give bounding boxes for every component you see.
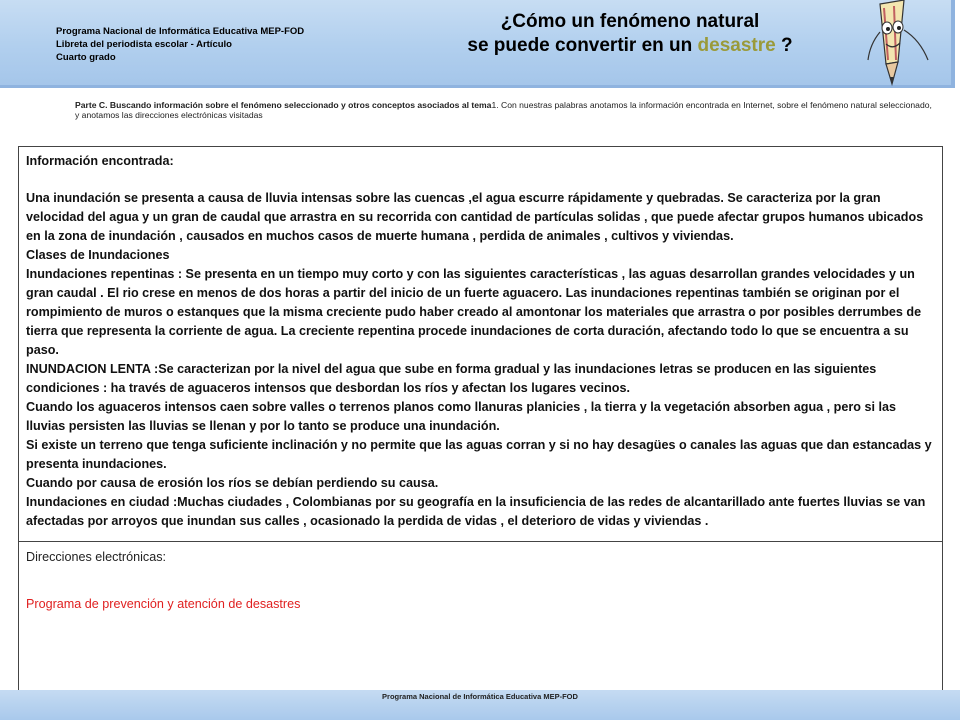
info-label: Información encontrada: bbox=[26, 154, 174, 168]
article-box bbox=[18, 146, 943, 712]
instructions-line-2: y anotamos las direcciones electrónicas visitadas bbox=[75, 110, 263, 120]
info-paragraph: Cuando por causa de erosión los ríos se debían perdiendo su causa. bbox=[26, 476, 439, 490]
prevention-program-link[interactable]: Programa de prevención y atención de desastres bbox=[26, 597, 301, 611]
instructions-bold: Parte C. Buscando información sobre el fenómeno seleccionado y otros conceptos asociados al tema bbox=[75, 100, 492, 110]
info-paragraph: INUNDACION LENTA :Se caracterizan por la nivel del agua que sube en forma gradual y las inundaciones letras se producen en las siguientes condiciones : ha través de aguaceros intensos que desbordan los ríos y afectan los lugares vecinos. bbox=[26, 362, 877, 395]
info-paragraph: Inundaciones en ciudad :Muchas ciudades , Colombianas por su geografía en la insuficiencia de las redes de alcantarillado ante fuertes lluvias se van afectadas por arroyos que inundan sus calles , ocasionado la perdida de vidas , el deterioro de vidas y viviendas . bbox=[26, 495, 926, 528]
info-paragraph: Cuando los aguaceros intensos caen sobre valles o terrenos planos como llanuras planicies , la tierra y la vegetación absorben agua , pero si las lluvias persisten las lluvias se llenan y por lo tanto se produce una inundación. bbox=[26, 400, 896, 433]
footer-text: Programa Nacional de Informática Educativa MEP-FOD bbox=[382, 692, 578, 701]
grade-label: Cuarto grado bbox=[56, 52, 116, 63]
program-name: Programa Nacional de Informática Educativa MEP-FOD bbox=[56, 26, 305, 37]
page-title bbox=[440, 10, 820, 58]
addresses-label: Direcciones electrónicas: bbox=[26, 550, 166, 564]
instructions-rest: 1. Con nuestras palabras anotamos la información encontrada en Internet, sobre el fenómeno natural seleccionado, bbox=[491, 100, 932, 110]
header-info bbox=[56, 25, 304, 64]
info-paragraph: Si existe un terreno que tenga suficiente inclinación y no permite que las aguas corran y si no hay desagües o canales las aguas que dan estancadas y presenta inundaciones. bbox=[26, 438, 932, 471]
info-paragraph: Inundaciones repentinas : Se presenta en un tiempo muy corto y con las siguientes características , las aguas desarrollan grandes velocidades y un gran caudal . El rio crese en menos de dos horas a partir del inicio de un fuerte aguacero. Las inundaciones repentinas también se originan por el rompimiento de muros o estanques que la misma creciente pudo haber creado al amontonar los materiales que arrastra o por posibles derrumbes de tierra que representa la corriente de agua. La creciente repentina procede inundaciones de corta duración, afectando todo lo que se encuentra a su paso. bbox=[26, 267, 922, 357]
addresses-section bbox=[19, 542, 942, 702]
info-section bbox=[19, 147, 942, 542]
instructions-text bbox=[75, 100, 945, 120]
info-paragraph: Clases de Inundaciones bbox=[26, 248, 170, 262]
notebook-name: Libreta del periodista escolar - Artículo bbox=[56, 39, 232, 50]
info-paragraph: Una inundación se presenta a causa de lluvia intensas sobre las cuencas ,el agua escurre rápidamente y quebradas. Se caracteriza por la gran velocidad del agua y un gran de caudal que arrastra en su recorrida con cantidad de partículas solidas , que puede afectar grupos humanos ubicados en la zona de inundación , causados en muchos casos de muerte humana , perdida de animales , cultivos y viviendas. bbox=[26, 191, 924, 243]
header-banner bbox=[0, 0, 955, 88]
title-accent-word: desastre bbox=[697, 35, 776, 56]
title-line-2: se puede convertir en un desastre ? bbox=[467, 35, 793, 56]
title-line-1: ¿Cómo un fenómeno natural bbox=[500, 11, 760, 32]
footer-banner bbox=[0, 690, 960, 720]
pencil-character-icon bbox=[858, 0, 938, 90]
